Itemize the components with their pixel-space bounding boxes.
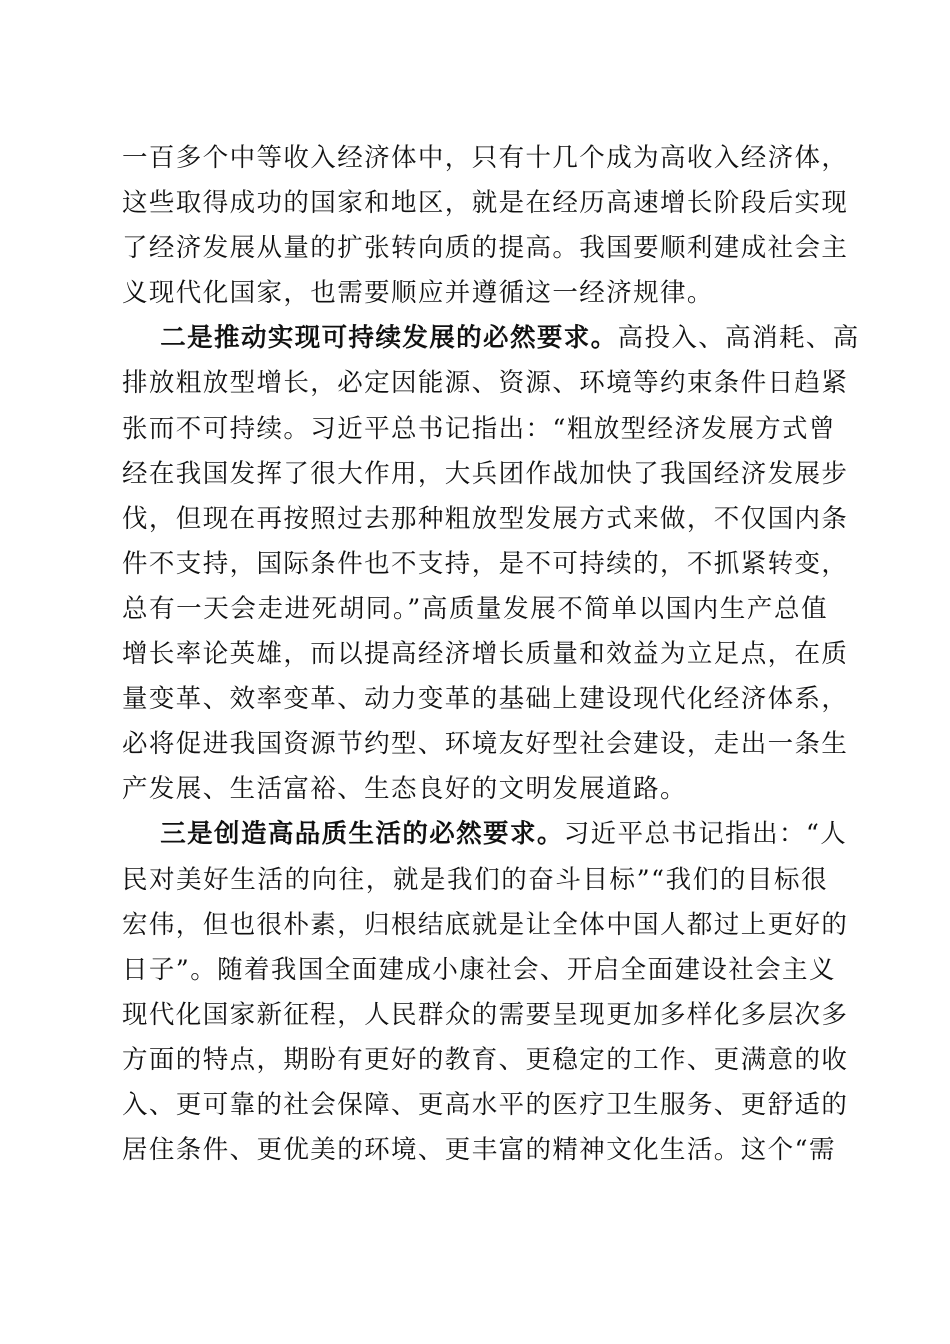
paragraph-lead: 二是推动实现可持续发展的必然要求。 xyxy=(160,323,618,354)
text-line xyxy=(122,812,848,857)
text-line: 一百多个中等收入经济体中，只有十几个成为高收入经济体， xyxy=(122,143,849,173)
text-line: 入、更可靠的社会保障、更高水平的医疗卫生服务、更舒适的 xyxy=(122,1089,849,1120)
paragraph-first-line-rest: 高投入、高消耗、高 xyxy=(617,323,860,354)
paragraph-first-line-rest: 习近平总书记指出：“人 xyxy=(563,819,848,850)
text-line xyxy=(122,316,860,361)
text-line: 了经济发展从量的扩张转向质的提高。我国要顺利建成社会主 xyxy=(122,233,849,264)
text-line: 必将促进我国资源节约型、环境友好型社会建设，走出一条生 xyxy=(122,729,849,760)
text-line: 日子”。随着我国全面建成小康社会、开启全面建设社会主义 xyxy=(122,954,836,985)
text-line: 方面的特点，期盼有更好的教育、更稳定的工作、更满意的收 xyxy=(122,1044,849,1075)
text-line: 伐，但现在再按照过去那种粗放型发展方式来做，不仅国内条 xyxy=(122,503,849,534)
text-line: 民对美好生活的向往，就是我们的奋斗目标”“我们的目标很 xyxy=(122,864,828,895)
paragraph-lead: 三是创造高品质生活的必然要求。 xyxy=(160,819,564,850)
paragraph-2 xyxy=(122,316,860,812)
text-line: 产发展、生活富裕、生态良好的文明发展道路。 xyxy=(122,774,687,805)
text-line: 排放粗放型增长，必定因能源、资源、环境等约束条件日趋紧 xyxy=(122,368,849,399)
body-text xyxy=(122,136,860,1173)
text-line: 总有一天会走进死胡同。”高质量发展不简单以国内生产总值 xyxy=(122,593,828,624)
paragraph-1 xyxy=(122,136,849,316)
text-line: 张而不可持续。习近平总书记指出：“粗放型经济发展方式曾 xyxy=(122,413,836,444)
text-line: 增长率论英雄，而以提高经济增长质量和效益为立足点，在质 xyxy=(122,639,849,670)
text-line: 这些取得成功的国家和地区，就是在经历高速增长阶段后实现 xyxy=(122,188,849,219)
text-line: 经在我国发挥了很大作用，大兵团作战加快了我国经济发展步 xyxy=(122,458,849,489)
text-line: 量变革、效率变革、动力变革的基础上建设现代化经济体系， xyxy=(122,684,849,715)
text-line: 宏伟，但也很朴素，归根结底就是让全体中国人都过上更好的 xyxy=(122,909,849,940)
text-line: 义现代化国家，也需要顺应并遵循这一经济规律。 xyxy=(122,278,714,309)
text-line: 居住条件、更优美的环境、更丰富的精神文化生活。这个“需 xyxy=(122,1135,836,1166)
text-line: 件不支持，国际条件也不支持，是不可持续的，不抓紧转变， xyxy=(122,548,849,579)
paragraph-3 xyxy=(122,812,849,1173)
text-line: 现代化国家新征程，人民群众的需要呈现更加多样化多层次多 xyxy=(122,999,849,1030)
